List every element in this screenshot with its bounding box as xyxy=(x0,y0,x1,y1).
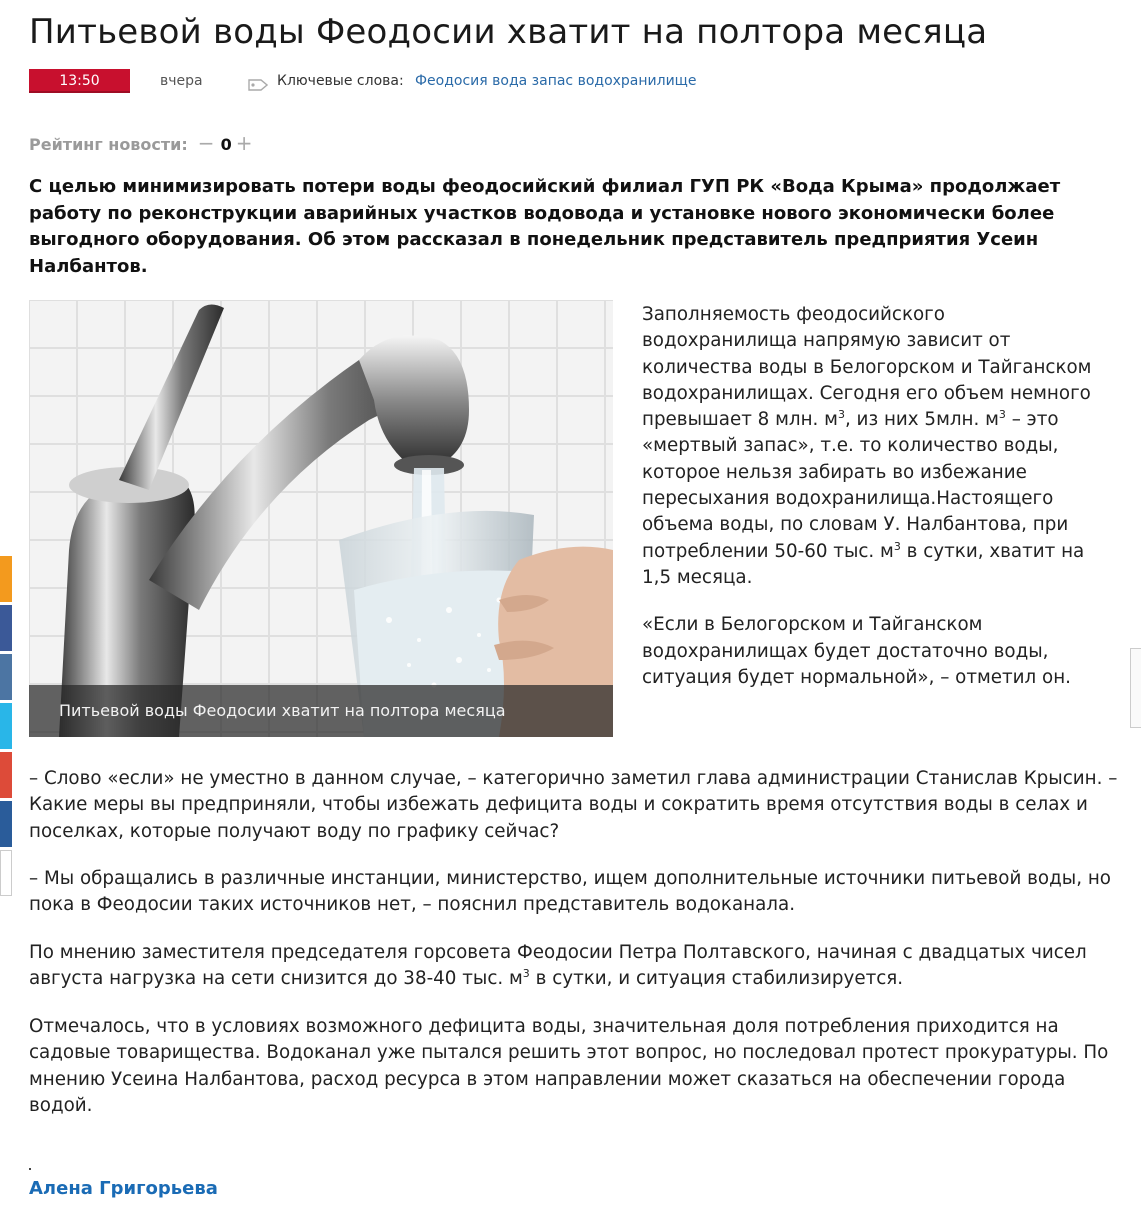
author-link[interactable]: Алена Григорьева xyxy=(29,1178,218,1199)
paragraph-krysin: – Слово «если» не уместно в данном случае, – категорично заметил глава администрации Станислав Крысин. – Какие меры вы предприняли, чтобы избежать дефицита воды и сократить время отсутствия воды в селах и поселках, которые получают воду по графику сейчас? xyxy=(29,768,1118,842)
separator-dot xyxy=(29,1168,31,1170)
superscript: 3 xyxy=(837,408,845,422)
rating-minus-button[interactable]: − xyxy=(197,131,215,155)
superscript: 3 xyxy=(893,539,901,553)
paragraph-reservoir xyxy=(642,302,1102,591)
faucet-water-glass-photo xyxy=(29,300,613,737)
share-button-odnoklassniki[interactable] xyxy=(0,556,12,602)
text-run: в сутки, хватит на 1,5 месяца. xyxy=(642,540,1085,588)
share-button-google[interactable] xyxy=(0,752,12,798)
paragraph-quote: «Если в Белогорском и Тайганском водохранилищах будет достаточно воды, ситуация будет нормальной», – отметил он. xyxy=(642,614,1071,688)
paragraph-poltavsky xyxy=(29,940,1119,993)
rating-label: Рейтинг новости: xyxy=(29,135,188,154)
article-image xyxy=(29,300,613,737)
rating-plus-button[interactable]: + xyxy=(235,131,253,155)
side-column-text xyxy=(642,302,1102,712)
news-rating xyxy=(29,131,252,155)
share-button-more[interactable] xyxy=(0,850,12,896)
share-button-vk[interactable] xyxy=(0,654,12,700)
paragraph-gardens: Отмечалось, что в условиях возможного дефицита воды, значительная доля потребления приходится на садовые товарищества. Водоканал уже пытался решить этот вопрос, но последовал протест прокуратуры. По мнению Усеина Налбантова, расход ресурса в этом направлении может сказаться на обеспечении города водой. xyxy=(29,1015,1109,1116)
rating-value: 0 xyxy=(220,135,232,154)
image-caption: Питьевой воды Феодосии хватит на полтора месяца xyxy=(29,685,613,737)
superscript: 3 xyxy=(522,967,530,981)
keywords-label: Ключевые слова: xyxy=(277,73,404,89)
social-share-bar xyxy=(0,556,12,899)
keywords-link[interactable]: Феодосия вода запас водохранилище xyxy=(415,73,697,89)
text-run: Заполняемость феодосийского водохранилища напрямую зависит от количества воды в Белогорском и Тайганском водохранилищах. Сегодня его объем немного превышает 8 млн. м xyxy=(642,304,1092,431)
article-title: Питьевой воды Феодосии хватит на полтора месяца xyxy=(29,12,988,52)
share-button-twitter[interactable] xyxy=(0,703,12,749)
text-run: в сутки, и ситуация стабилизируется. xyxy=(529,968,904,990)
article-meta xyxy=(29,69,1129,95)
article-date: вчера xyxy=(160,73,203,89)
share-button-linkedin[interactable] xyxy=(0,801,12,847)
text-run: , из них 5млн. м xyxy=(844,409,999,431)
side-scroll-widget[interactable] xyxy=(1130,648,1141,728)
tag-icon xyxy=(248,76,268,95)
text-run: – это «мертвый запас», т.е. то количество воды, которое нельзя забирать во избежание пересыхания водохранилища.Настоящего объема воды, по словам У. Налбантова, при потреблении 50-60 тыс. м xyxy=(642,409,1069,562)
time-badge: 13:50 xyxy=(29,69,130,93)
paragraph-reply: – Мы обращались в различные инстанции, министерство, ищем дополнительные источники питьевой воды, но пока в Феодосии таких источников нет, – пояснил представитель водоканала. xyxy=(29,868,1111,916)
article-lead: С целью минимизировать потери воды феодосийский филиал ГУП РК «Вода Крыма» продолжает работу по реконструкции аварийных участков водовода и установке нового экономически более выгодного оборудования. Об этом рассказал в понедельник представитель предприятия Усеин Налбантов. xyxy=(29,176,1061,277)
share-button-facebook[interactable] xyxy=(0,605,12,651)
article-body xyxy=(29,766,1119,1140)
superscript: 3 xyxy=(998,408,1006,422)
text-run: По мнению заместителя председателя горсовета Феодосии Петра Полтавского, начиная с двадцатых чисел августа нагрузка на сети снизится до 38-40 тыс. м xyxy=(29,942,1087,990)
